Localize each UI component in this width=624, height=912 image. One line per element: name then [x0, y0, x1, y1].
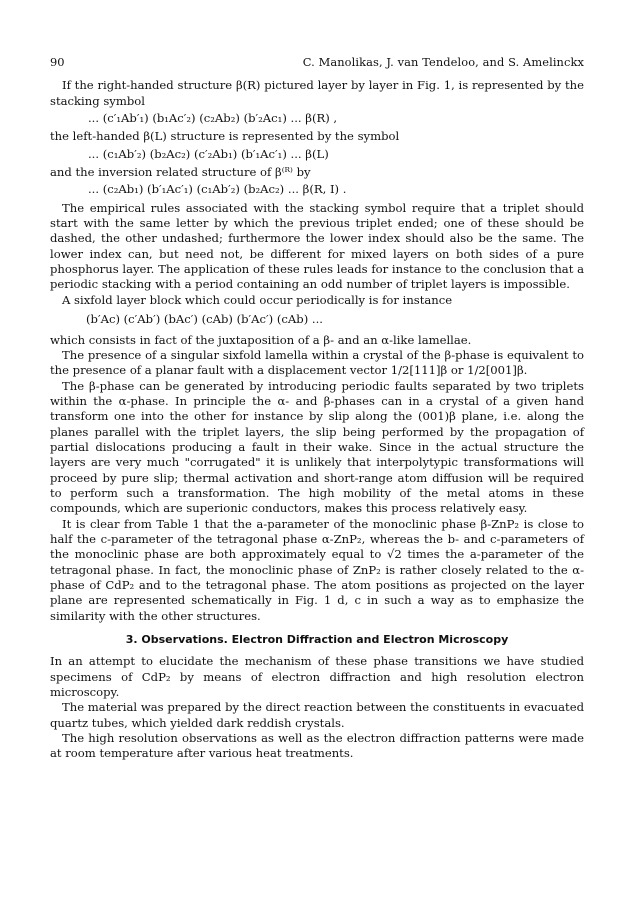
paragraph-juxtaposition: which consists in fact of the juxtaposition of a β- and an α-like lamellae.: [50, 332, 472, 347]
page: [50, 55, 584, 762]
paragraph-sixfold-block: A sixfold layer block which could occur periodically is for instance: [62, 292, 453, 307]
paragraph-attempt: In an attempt to elucidate the mechanism of these phase transitions we have studied specimens of CdP₂ by means of electron diffraction and high resolution electron microscopy.: [50, 654, 584, 700]
paragraph-right-handed: If the right-handed structure β(R) pictured layer by layer in Fig. 1, is represented by the stacking symbol: [50, 78, 584, 108]
formula-sixfold: (b′Ac) (c′Ab′) (bAc′) (cAb) (b′Ac′) (cAb) ...: [86, 312, 323, 327]
section-title: 3. Observations. Electron Diffraction and Electron Microscopy: [125, 633, 509, 647]
paragraph-material: The material was prepared by the direct reaction between the constituents in evacuated quartz tubes, which yielded dark reddish crystals.: [50, 700, 584, 730]
paragraph-empirical-rules: The empirical rules associated with the stacking symbol require that a triplet should start with the same letter by which the previous triplet ended; one of these should be dashed, the other undashed; furthermore the lower index should also be the same. The lower index can, but need not, be different for mixed layers on both sides of a pure phosphorus layer. The application of these rules leads for instance to the conclusion that a periodic stacking with a period containing an odd number of triplet layers is impossible.: [50, 200, 584, 292]
paragraph-observations: The high resolution observations as well as the electron diffraction patterns were made at room temperature after various heat treatments.: [50, 731, 584, 761]
paragraph-left-handed: the left-handed β(L) structure is represented by the symbol: [50, 129, 400, 144]
paragraph-beta-generation: The β-phase can be generated by introducing periodic faults separated by two triplets within the α-phase. In principle the α- and β-phases can in a crystal of a given hand transform one into the other for instance by slip along the (001)β plane, i.e. along the planes parallel with the triplet layers, the slip being performed by the propagation of partial dislocations producing a fault in their wake. Since in the actual structure the layers are very much "corrugated" it is unlikely that interpolytypic transformations will proceed by pure slip; thermal activation and short-range atom diffusion will be required to perform such a transformation. The high mobility of the metal atoms in these compounds, which are superionic conductors, makes this process relatively easy.: [50, 378, 584, 516]
header-authors: C. Manolikas, J. van Tendeloo, and S. Amelinckx: [302, 55, 584, 69]
paragraph-inversion: and the inversion related structure of β⁽ᴿ⁾ by: [50, 165, 311, 180]
formula-beta-ri: ... (c₂Ab₁) (b′₁Ac′₁) (c₁Ab′₂) (b₂Ac₂) ... β(R, I) .: [88, 182, 347, 197]
running-header: [50, 55, 584, 70]
formula-beta-r: ... (c′₁Ab′₁) (b₁Ac′₂) (c₂Ab₂) (b′₂Ac₁) ... β(R) ,: [88, 111, 338, 126]
formula-beta-l: ... (c₁Ab′₂) (b₂Ac₂) (c′₂Ab₁) (b′₁Ac′₁) ... β(L): [88, 146, 329, 161]
paragraph-singular-lamella: The presence of a singular sixfold lamella within a crystal of the β-phase is equivalent to the presence of a planar fault with a displacement vector 1/2[111]β or 1/2[001]β.: [50, 347, 584, 378]
paragraph-table-comparison: It is clear from Table 1 that the a-parameter of the monoclinic phase β-ZnP₂ is close to half the c-parameter of the tetragonal phase α-ZnP₂, whereas the b- and c-parameters of the monoclinic phase are both approximately equal to √2 times the a-parameter of the tetragonal phase. In fact, the monoclinic phase of ZnP₂ is rather closely related to the α-phase of CdP₂ and to the tetragonal phase. The atom positions as projected on the layer plane are represented schematically in Fig. 1 d, c in such a way as to emphasize the similarity with the other structures.: [50, 516, 584, 623]
page-number: 90: [50, 55, 65, 69]
